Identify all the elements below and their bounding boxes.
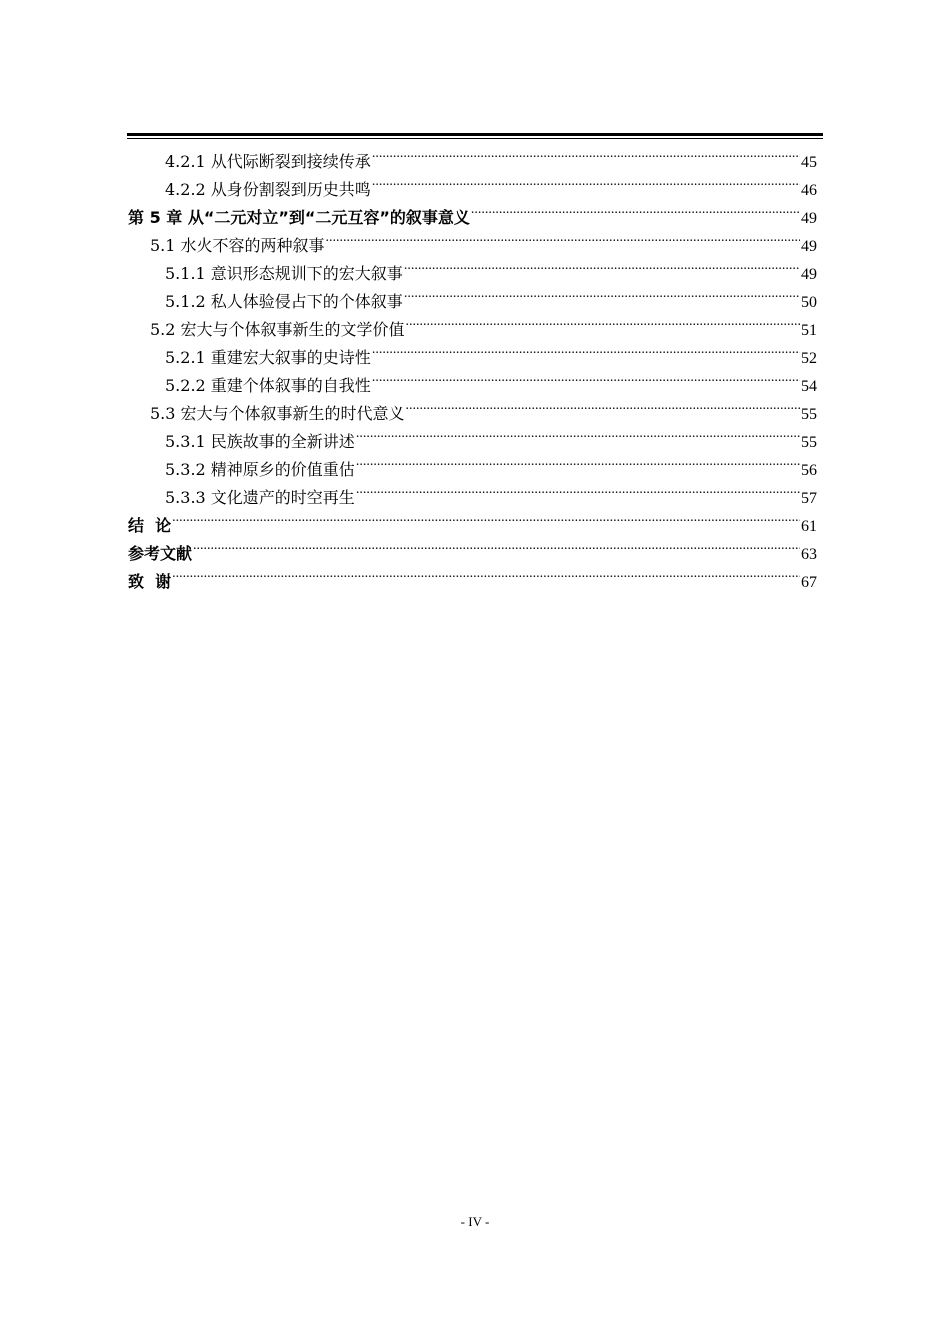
toc-entry-page: 49 bbox=[801, 210, 817, 227]
toc-entry-title: 5.1.2 私人体验侵占下的个体叙事 bbox=[165, 292, 403, 311]
toc-entry-page: 61 bbox=[801, 518, 817, 535]
toc-dot-leader bbox=[372, 335, 800, 363]
toc-entry-title: 5.3 宏大与个体叙事新生的时代意义 bbox=[150, 404, 405, 423]
toc-entry-title: 5.3.3 文化遗产的时空再生 bbox=[165, 488, 355, 507]
toc-dot-leader bbox=[356, 447, 800, 475]
toc-entry-title: 4.2.2 从身份割裂到历史共鸣 bbox=[165, 180, 371, 199]
toc-entry-title: 5.2 宏大与个体叙事新生的文学价值 bbox=[150, 320, 405, 339]
toc-entry-page: 55 bbox=[801, 406, 817, 423]
toc-entry-title: 致 谢 bbox=[128, 572, 172, 591]
table-of-contents bbox=[128, 139, 817, 591]
toc-entry-page: 46 bbox=[801, 182, 817, 199]
toc-entry-title: 5.3.2 精神原乡的价值重估 bbox=[165, 460, 355, 479]
toc-dot-leader bbox=[471, 195, 800, 223]
toc-dot-leader bbox=[193, 531, 800, 559]
toc-acknowledgements-entry[interactable] bbox=[128, 559, 817, 591]
toc-entry-title: 5.1 水火不容的两种叙事 bbox=[150, 236, 325, 255]
toc-entry-page: 49 bbox=[801, 266, 817, 283]
toc-dot-leader bbox=[406, 391, 800, 419]
toc-entry-page: 57 bbox=[801, 490, 817, 507]
toc-entry-title: 5.2.2 重建个体叙事的自我性 bbox=[165, 376, 371, 395]
toc-entry-title: 参考文献 bbox=[128, 544, 193, 563]
toc-entry-title: 5.2.1 重建宏大叙事的史诗性 bbox=[165, 348, 371, 367]
toc-dot-leader bbox=[372, 167, 800, 195]
toc-dot-leader bbox=[372, 363, 800, 391]
toc-entry-title: 第 5 章 从“二元对立”到“二元互容”的叙事意义 bbox=[128, 208, 470, 227]
toc-entry-page: 55 bbox=[801, 434, 817, 451]
toc-entry-page: 56 bbox=[801, 462, 817, 479]
toc-dot-leader bbox=[356, 475, 800, 503]
toc-dot-leader bbox=[326, 223, 800, 251]
toc-dot-leader bbox=[372, 139, 800, 167]
toc-entry-title: 4.2.1 从代际断裂到接续传承 bbox=[165, 152, 371, 171]
toc-dot-leader bbox=[172, 559, 800, 587]
toc-dot-leader bbox=[356, 419, 800, 447]
toc-entry-page: 50 bbox=[801, 294, 817, 311]
toc-conclusion-entry[interactable] bbox=[128, 503, 817, 535]
toc-dot-leader bbox=[404, 251, 800, 279]
toc-entry-page: 51 bbox=[801, 322, 817, 339]
toc-dot-leader bbox=[172, 503, 800, 531]
toc-entry-title: 5.3.1 民族故事的全新讲述 bbox=[165, 432, 355, 451]
toc-entry-page: 54 bbox=[801, 378, 817, 395]
toc-entry-title: 结 论 bbox=[128, 516, 172, 535]
toc-entry[interactable] bbox=[128, 139, 817, 171]
toc-dot-leader bbox=[406, 307, 800, 335]
toc-entry-title: 5.1.1 意识形态规训下的宏大叙事 bbox=[165, 264, 403, 283]
toc-entry-page: 52 bbox=[801, 350, 817, 367]
toc-entry-page: 67 bbox=[801, 574, 817, 591]
toc-entry-page: 49 bbox=[801, 238, 817, 255]
page-number-footer: - IV - bbox=[460, 1214, 490, 1229]
toc-entry-page: 45 bbox=[801, 154, 817, 171]
toc-dot-leader bbox=[404, 279, 800, 307]
toc-references-entry[interactable] bbox=[128, 531, 817, 563]
toc-entry-page: 63 bbox=[801, 546, 817, 563]
